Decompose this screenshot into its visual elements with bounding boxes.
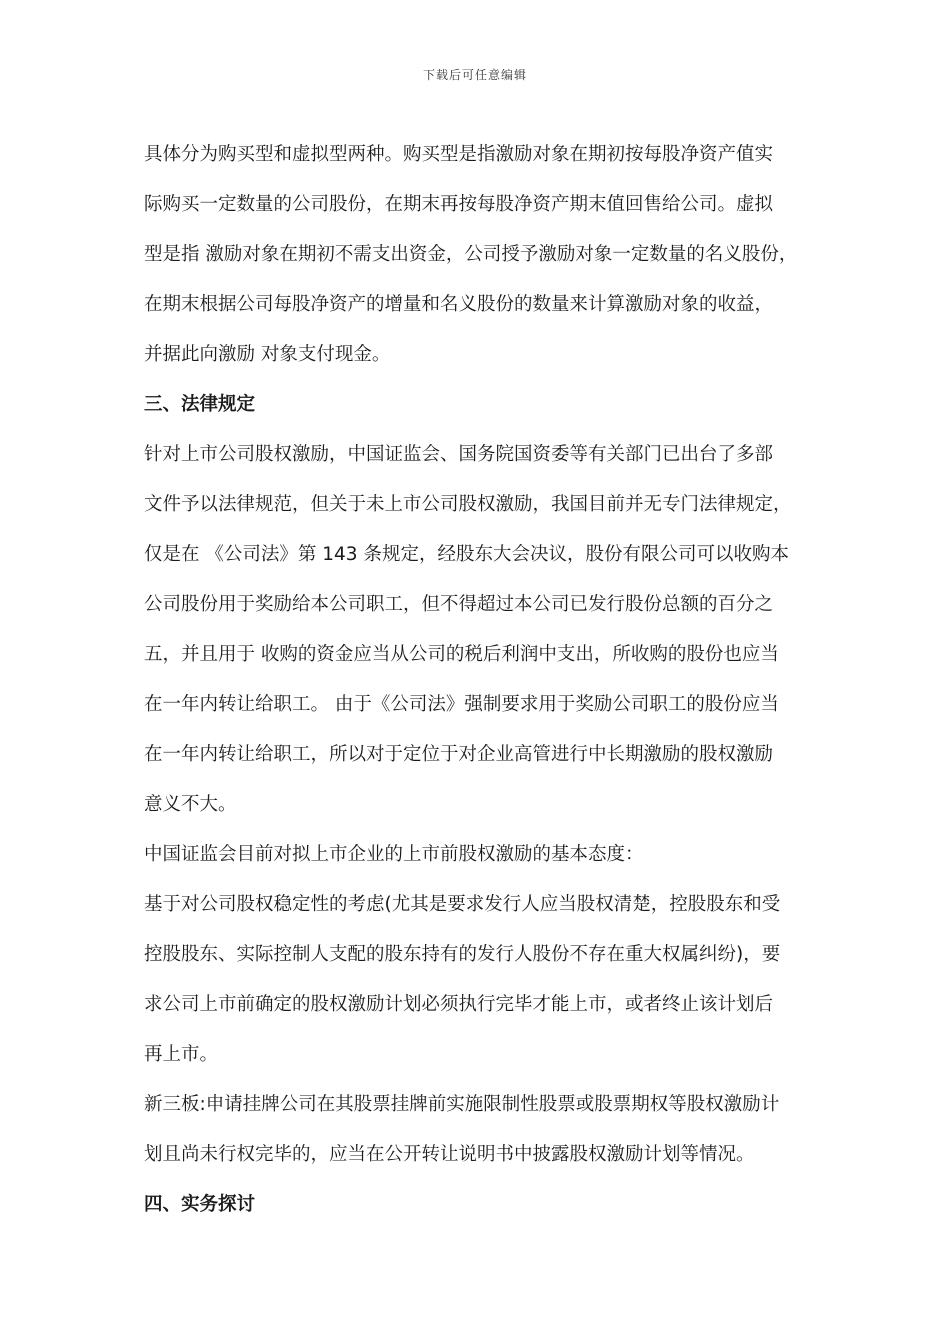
paragraph-new-third-board	[144, 1080, 812, 1180]
text-line: 在期末根据公司每股净资产的增量和名义股份的数量来计算激励对象的收益，	[144, 294, 774, 315]
text-line: 针对上市公司股权激励，中国证监会、国务院国资委等有关部门已出台了多部	[144, 444, 774, 465]
text-line: 型是指 激励对象在期初不需支出资金，公司授予激励对象一定数量的名义股份，	[144, 244, 798, 265]
section-heading-legal-provisions: 三、法律规定	[144, 394, 256, 415]
text-line: 五，并且用于 收购的资金应当从公司的税后利润中支出，所收购的股份也应当	[144, 644, 779, 665]
section-heading-practice-discussion: 四、实务探讨	[144, 1194, 256, 1215]
paragraph-legal-provisions	[144, 430, 812, 830]
text-line: 新三板:申请挂牌公司在其股票挂牌前实施限制性股票或股票期权等股权激励计	[144, 1094, 780, 1115]
document-body	[144, 130, 812, 1230]
text-line: 在一年内转让给职工，所以对于定位于对企业高管进行中长期激励的股权激励	[144, 744, 774, 765]
text-line: 并据此向激励 对象支付现金。	[144, 344, 391, 365]
text-line: 文件予以法律规范，但关于未上市公司股权激励，我国目前并无专门法律规定，	[144, 494, 792, 515]
page-header-note: 下载后可任意编辑	[422, 68, 527, 82]
text-line: 划且尚未行权完毕的，应当在公开转让说明书中披露股权激励计划等情况。	[144, 1144, 755, 1165]
paragraph-csrc-attitude	[144, 830, 812, 880]
text-line: 再上市。	[144, 1044, 219, 1065]
text-line: 求公司上市前确定的股权激励计划必须执行完毕才能上市，或者终止该计划后	[144, 994, 774, 1015]
text-line: 具体分为购买型和虚拟型两种。购买型是指激励对象在期初按每股净资产值实	[144, 144, 774, 165]
text-line: 控股股东、实际控制人支配的股东持有的发行人股份不存在重大权属纠纷)，要	[144, 944, 781, 965]
text-line: 基于对公司股权稳定性的考虑(尤其是要求发行人应当股权清楚，控股股东和受	[144, 894, 781, 915]
text-line: 公司股份用于奖励给本公司职工，但不得超过本公司已发行股份总额的百分之	[144, 594, 774, 615]
text-line: 在一年内转让给职工。 由于《公司法》强制要求用于奖励公司职工的股份应当	[144, 694, 779, 715]
text-line: 中国证监会目前对拟上市企业的上市前股权激励的基本态度：	[144, 844, 644, 865]
text-line: 仅是在 《公司法》第 143 条规定，经股东大会决议，股份有限公司可以收购本	[144, 544, 789, 565]
paragraph-equity-stability	[144, 880, 812, 1080]
text-line: 际购买一定数量的公司股份，在期末再按每股净资产期末值回售给公司。虚拟	[144, 194, 774, 215]
paragraph-stock-types	[144, 130, 812, 380]
text-line: 意义不大。	[144, 794, 237, 815]
